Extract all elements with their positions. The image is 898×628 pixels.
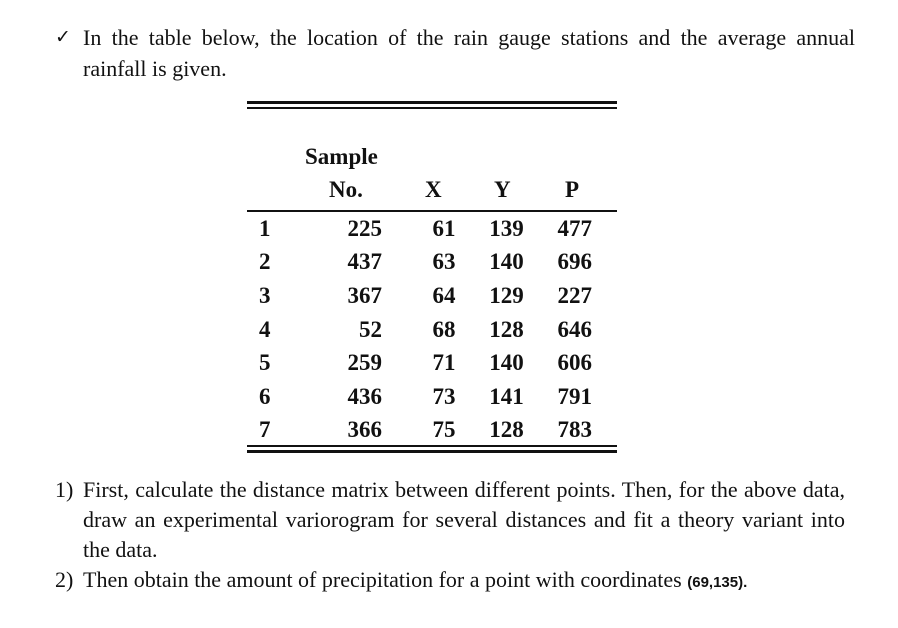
p-cell: 606 bbox=[557, 350, 592, 376]
question-1-text: First, calculate the distance matrix between different points. Then, for the above data, draw an experimental variorogram for several distances and fit a theory variant into the data. bbox=[83, 477, 845, 562]
sample-cell: 437 bbox=[347, 249, 383, 275]
table-row bbox=[247, 313, 617, 347]
header-y: Y bbox=[494, 177, 511, 202]
sample-cell: 225 bbox=[347, 215, 383, 241]
y-cell: 129 bbox=[489, 282, 524, 308]
intro-text: In the table below, the location of the rain gauge stations and the average annual rainfall is given. bbox=[83, 25, 855, 81]
question-1-number: 1) bbox=[55, 477, 74, 502]
sample-cell: 436 bbox=[347, 383, 383, 409]
rain-gauge-table bbox=[247, 144, 617, 447]
x-cell: 61 bbox=[432, 215, 456, 241]
sample-cell: 367 bbox=[347, 282, 383, 308]
question-1 bbox=[55, 475, 845, 565]
header-sample-line2: No. bbox=[329, 177, 363, 202]
sample-cell: 366 bbox=[347, 417, 383, 443]
y-cell: 139 bbox=[489, 215, 524, 241]
p-cell: 477 bbox=[557, 215, 592, 241]
header-x: X bbox=[425, 177, 442, 202]
x-cell: 64 bbox=[432, 282, 456, 308]
table-row bbox=[247, 414, 617, 448]
table-header bbox=[247, 144, 617, 210]
p-cell: 227 bbox=[557, 282, 592, 308]
sample-cell: 52 bbox=[359, 316, 383, 342]
table-bottom-rule bbox=[247, 445, 617, 447]
row-id-cell: 6 bbox=[259, 383, 271, 409]
question-2-coordinates: (69,135) bbox=[687, 574, 744, 591]
question-list bbox=[55, 475, 845, 598]
table-row bbox=[247, 246, 617, 280]
header-sample-line1: Sample bbox=[305, 144, 378, 169]
y-cell: 128 bbox=[489, 316, 524, 342]
table-top-rule-second bbox=[247, 107, 617, 109]
row-id-cell: 5 bbox=[259, 350, 271, 376]
row-id-cell: 7 bbox=[259, 417, 271, 443]
question-2-end: . bbox=[743, 574, 748, 591]
table-row bbox=[247, 346, 617, 380]
x-cell: 73 bbox=[432, 383, 456, 409]
y-cell: 140 bbox=[489, 249, 524, 275]
row-id-cell: 3 bbox=[259, 282, 271, 308]
question-2-number: 2) bbox=[55, 567, 74, 592]
x-cell: 75 bbox=[432, 417, 456, 443]
question-2 bbox=[55, 565, 845, 598]
row-id-cell: 1 bbox=[259, 215, 271, 241]
p-cell: 791 bbox=[557, 383, 592, 409]
table-row bbox=[247, 380, 617, 414]
x-cell: 63 bbox=[432, 249, 456, 275]
sample-cell: 259 bbox=[347, 350, 383, 376]
table-row bbox=[247, 279, 617, 313]
p-cell: 696 bbox=[557, 249, 592, 275]
row-id-cell: 4 bbox=[259, 316, 271, 342]
p-cell: 783 bbox=[557, 417, 592, 443]
p-cell: 646 bbox=[557, 316, 592, 342]
checkmark-icon: ✓ bbox=[55, 26, 71, 48]
data-table bbox=[247, 212, 617, 447]
table-row bbox=[247, 212, 617, 246]
y-cell: 140 bbox=[489, 350, 524, 376]
table-top-rule bbox=[247, 101, 617, 104]
table-bottom-rule-second bbox=[247, 450, 617, 453]
x-cell: 71 bbox=[432, 350, 456, 376]
header-p: P bbox=[565, 177, 580, 202]
y-cell: 141 bbox=[489, 383, 524, 409]
row-id-cell: 2 bbox=[259, 249, 271, 275]
intro-paragraph bbox=[55, 22, 855, 84]
y-cell: 128 bbox=[489, 417, 524, 443]
question-2-text: Then obtain the amount of precipitation for a point with coordinates bbox=[83, 567, 682, 592]
x-cell: 68 bbox=[432, 316, 456, 342]
